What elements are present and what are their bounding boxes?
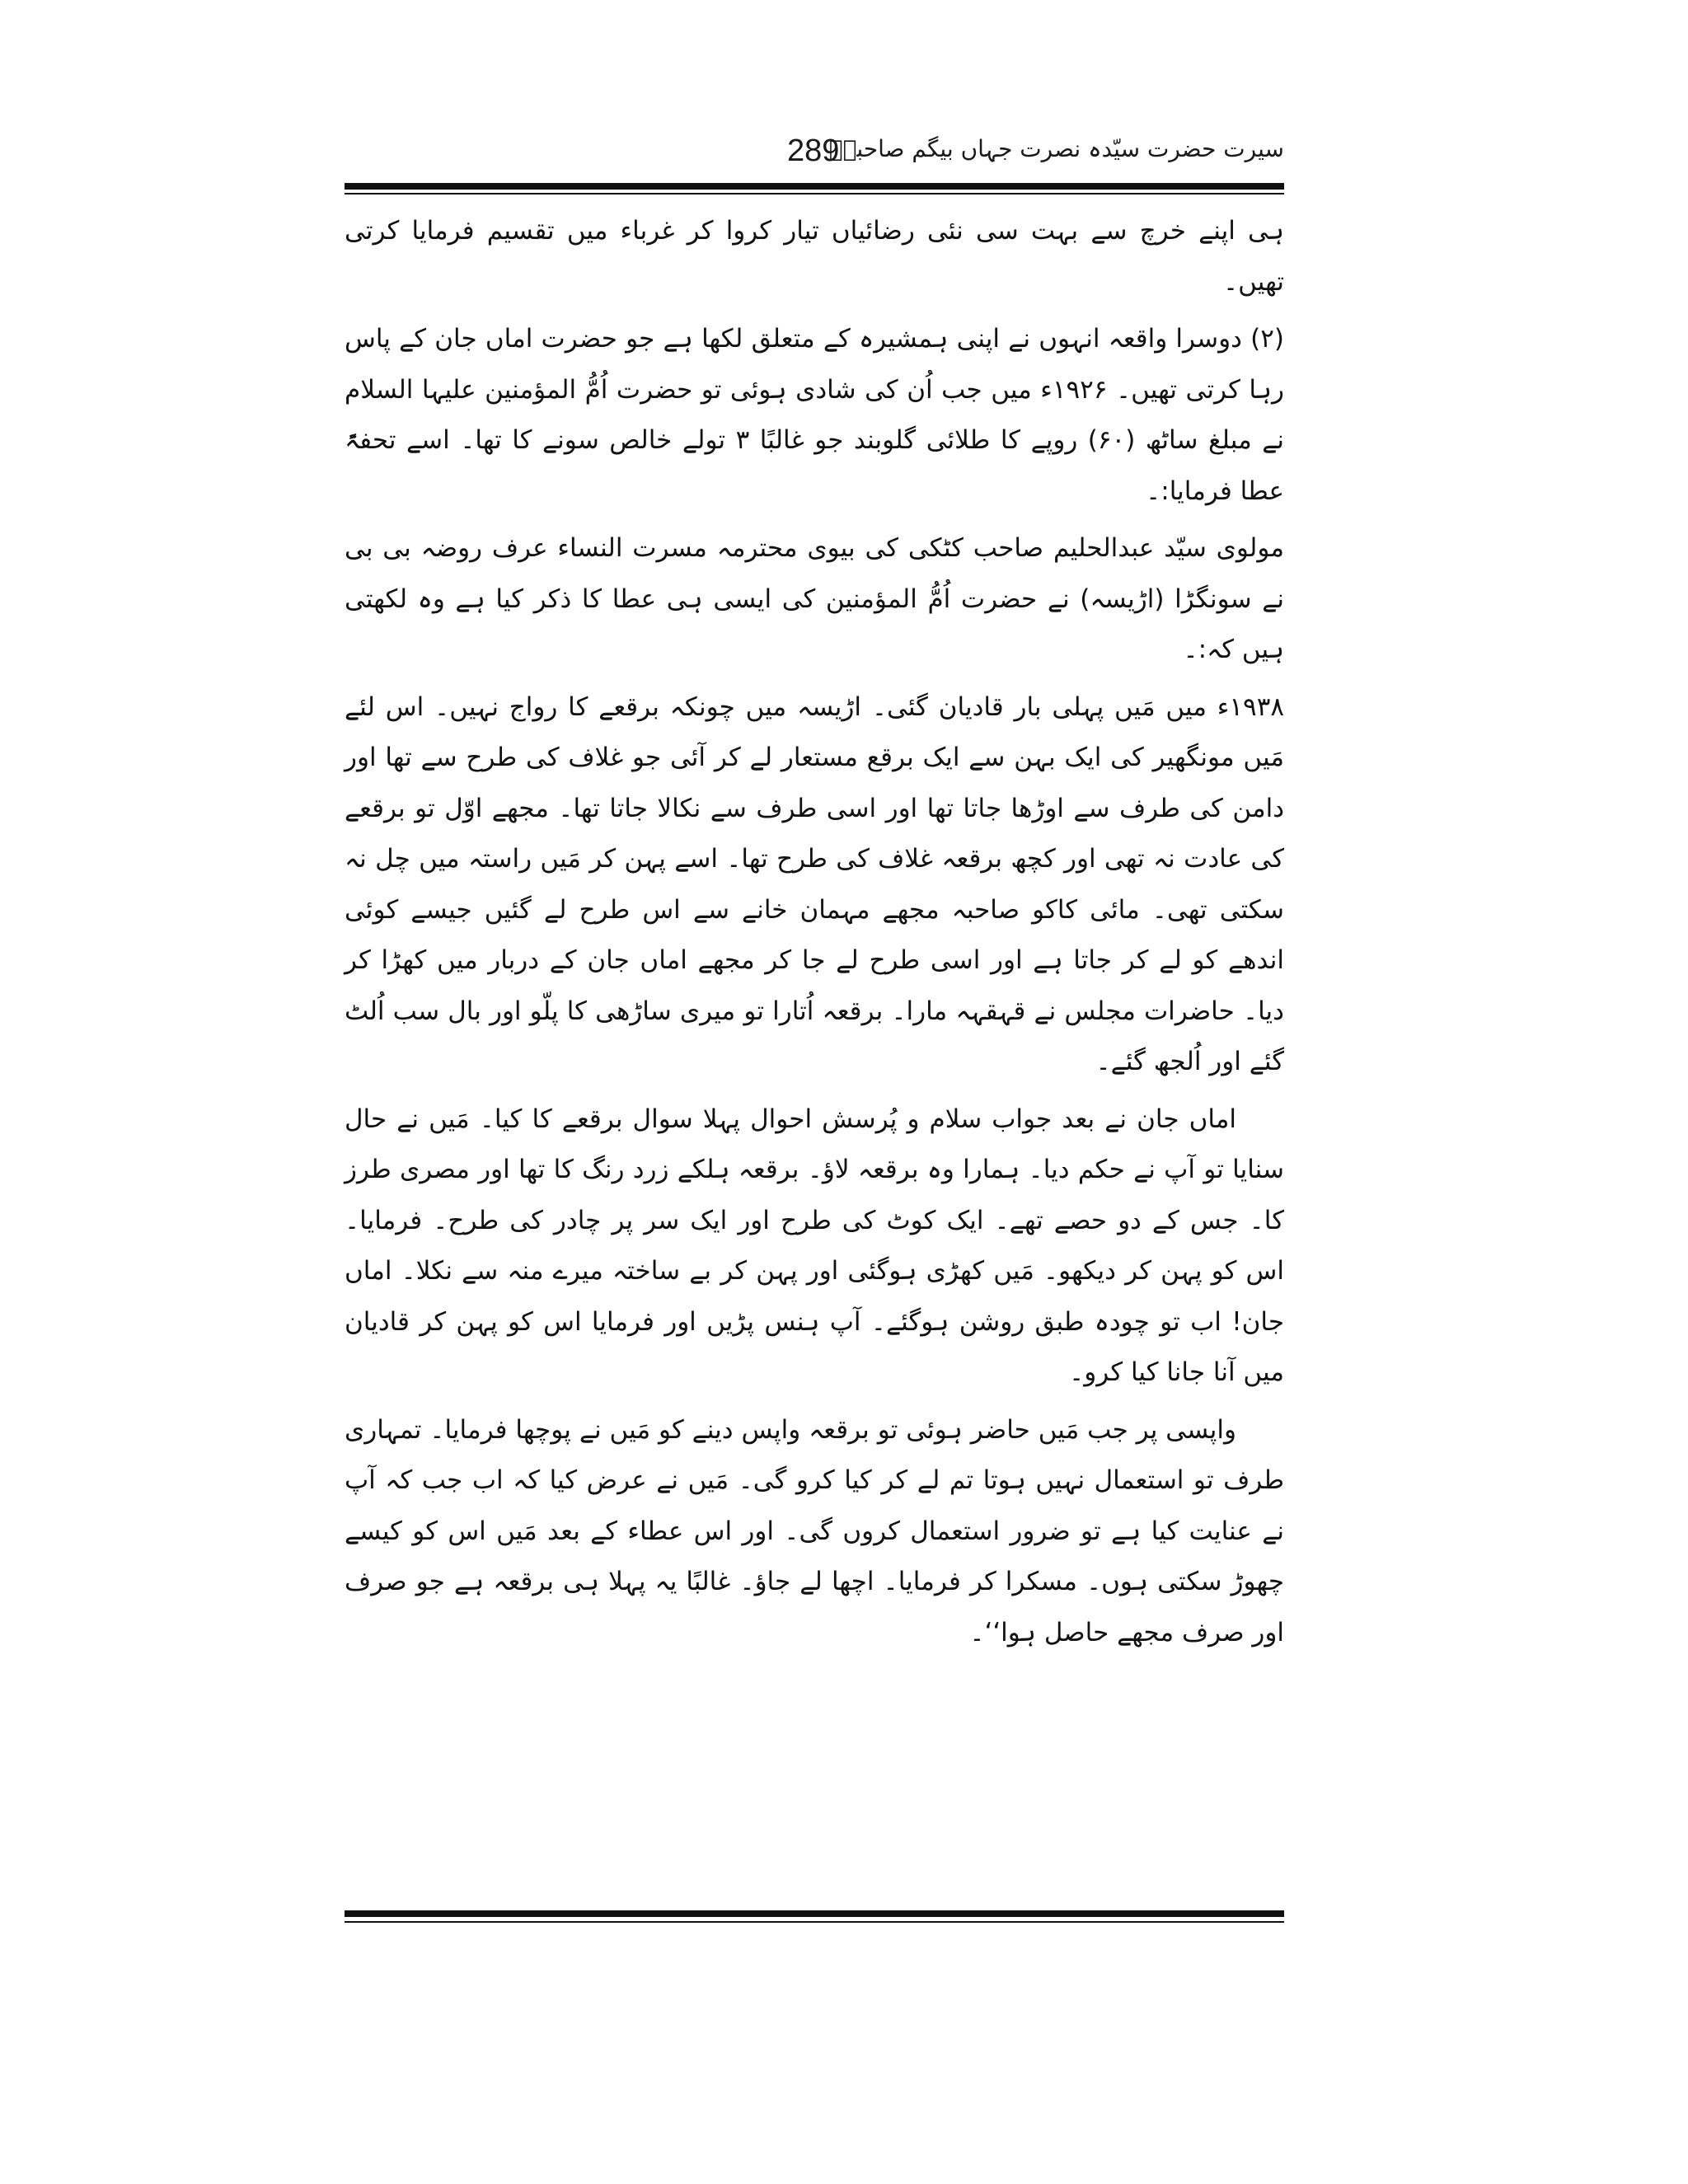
paragraph-conversation: اماں جان نے بعد جواب سلام و پُرسش احوال پہلا سوال برقعے کا کیا۔ مَیں نے حال سنایا تو آپ نے حکم دیا۔ ہمارا وہ برقعہ لاؤ۔ برقعہ ہلکے زرد رنگ کا تھا اور مصری طرز کا۔ جس کے دو حصے تھے۔ ایک کوٹ کی طرح اور ایک سر پر چادر کی طرح۔ فرمایا۔ اس کو پہن کر دیکھو۔ مَیں کھڑی ہوگئی اور پہن کر بے ساختہ میرے منہ سے نکلا۔ اماں جان! اب تو چودہ طبق روشن ہوگئے۔ آپ ہنس پڑیں اور فرمایا اس کو پہن کر قادیان میں آنا جانا کیا کرو۔ [345, 1104, 1284, 1387]
running-header-title: سیرت حضرت سیّدہ نصرت جہاں بیگم صاحبہؓ [828, 135, 1284, 162]
page-number: 289 [787, 134, 840, 168]
header-rule-thick [345, 183, 1284, 190]
footer-rule-thick [345, 1910, 1284, 1917]
paragraph-continuation: ہی اپنے خرچ سے بہت سی نئی رضائیاں تیار کروا کر غرباء میں تقسیم فرمایا کرتی تھیں۔ [345, 216, 1284, 297]
paragraph-introduction: مولوی سیّد عبدالحلیم صاحب کٹکی کی بیوی محترمہ مسرت النساء عرف روضہ بی بی نے سونگڑا (اڑیسہ) نے حضرت اُمُّ المؤمنین کی ایسی ہی عطا کا ذکر کیا ہے وہ لکھتی ہیں کہ:۔ [345, 533, 1284, 664]
body-text [345, 206, 1284, 1658]
paragraph-second-incident: (۲) دوسرا واقعہ انہوں نے اپنی ہمشیرہ کے متعلق لکھا ہے جو حضرت اماں جان کے پاس رہا کرتی تھیں۔ ۱۹۲۶ء میں جب اُن کی شادی ہوئی تو حضرت اُمُّ المؤمنین علیہا السلام نے مبلغ ساٹھ (۶۰) روپے کا طلائی گلوبند جو غالبًا ۳ تولے خالص سونے کا تھا۔ اسے تحفۃً عطا فرمایا:۔ [345, 324, 1284, 506]
running-header [345, 132, 1284, 181]
footer-rule-thin [345, 1921, 1284, 1923]
header-rule-thin [345, 193, 1284, 194]
paragraph-return: واپسی پر جب مَیں حاضر ہوئی تو برقعہ واپس دینے کو مَیں نے پوچھا فرمایا۔ تمہاری طرف تو استعمال نہیں ہوتا تم لے کر کیا کرو گی۔ مَیں نے عرض کیا کہ اب جب کہ آپ نے عنایت کیا ہے تو ضرور استعمال کروں گی۔ اور اس عطاء کے بعد مَیں اس کو کیسے چھوڑ سکتی ہوں۔ مسکرا کر فرمایا۔ اچھا لے جاؤ۔ غالبًا یہ پہلا ہی برقعہ ہے جو صرف اور صرف مجھے حاصل ہوا‘‘۔ [345, 1414, 1284, 1647]
paragraph-narrative: ۱۹۳۸ء میں مَیں پہلی بار قادیان گئی۔ اڑیسہ میں چونکہ برقعے کا رواج نہیں۔ اس لئے مَیں مونگھیر کی ایک بہن سے ایک برقع مستعار لے کر آئی جو غلاف کی طرح سے تھا اور دامن کی طرف سے اوڑھا جاتا تھا اور اسی طرف سے نکالا جاتا تھا۔ مجھے اوّل تو برقعے کی عادت نہ تھی اور کچھ برقعہ غلاف کی طرح تھا۔ اسے پہن کر مَیں راستہ میں چل نہ سکتی تھی۔ مائی کاکو صاحبہ مجھے مہمان خانے سے اس طرح لے گئیں جیسے کوئی اندھے کو لے کر جاتا ہے اور اسی طرح لے جا کر مجھے اماں جان کے دربار میں کھڑا کر دیا۔ حاضرات مجلس نے قہقہہ مارا۔ برقعہ اُتارا تو میری ساڑھی کا پلّو اور بال سب اُلٹ گئے اور اُلجھ گئے۔ [345, 691, 1284, 1076]
